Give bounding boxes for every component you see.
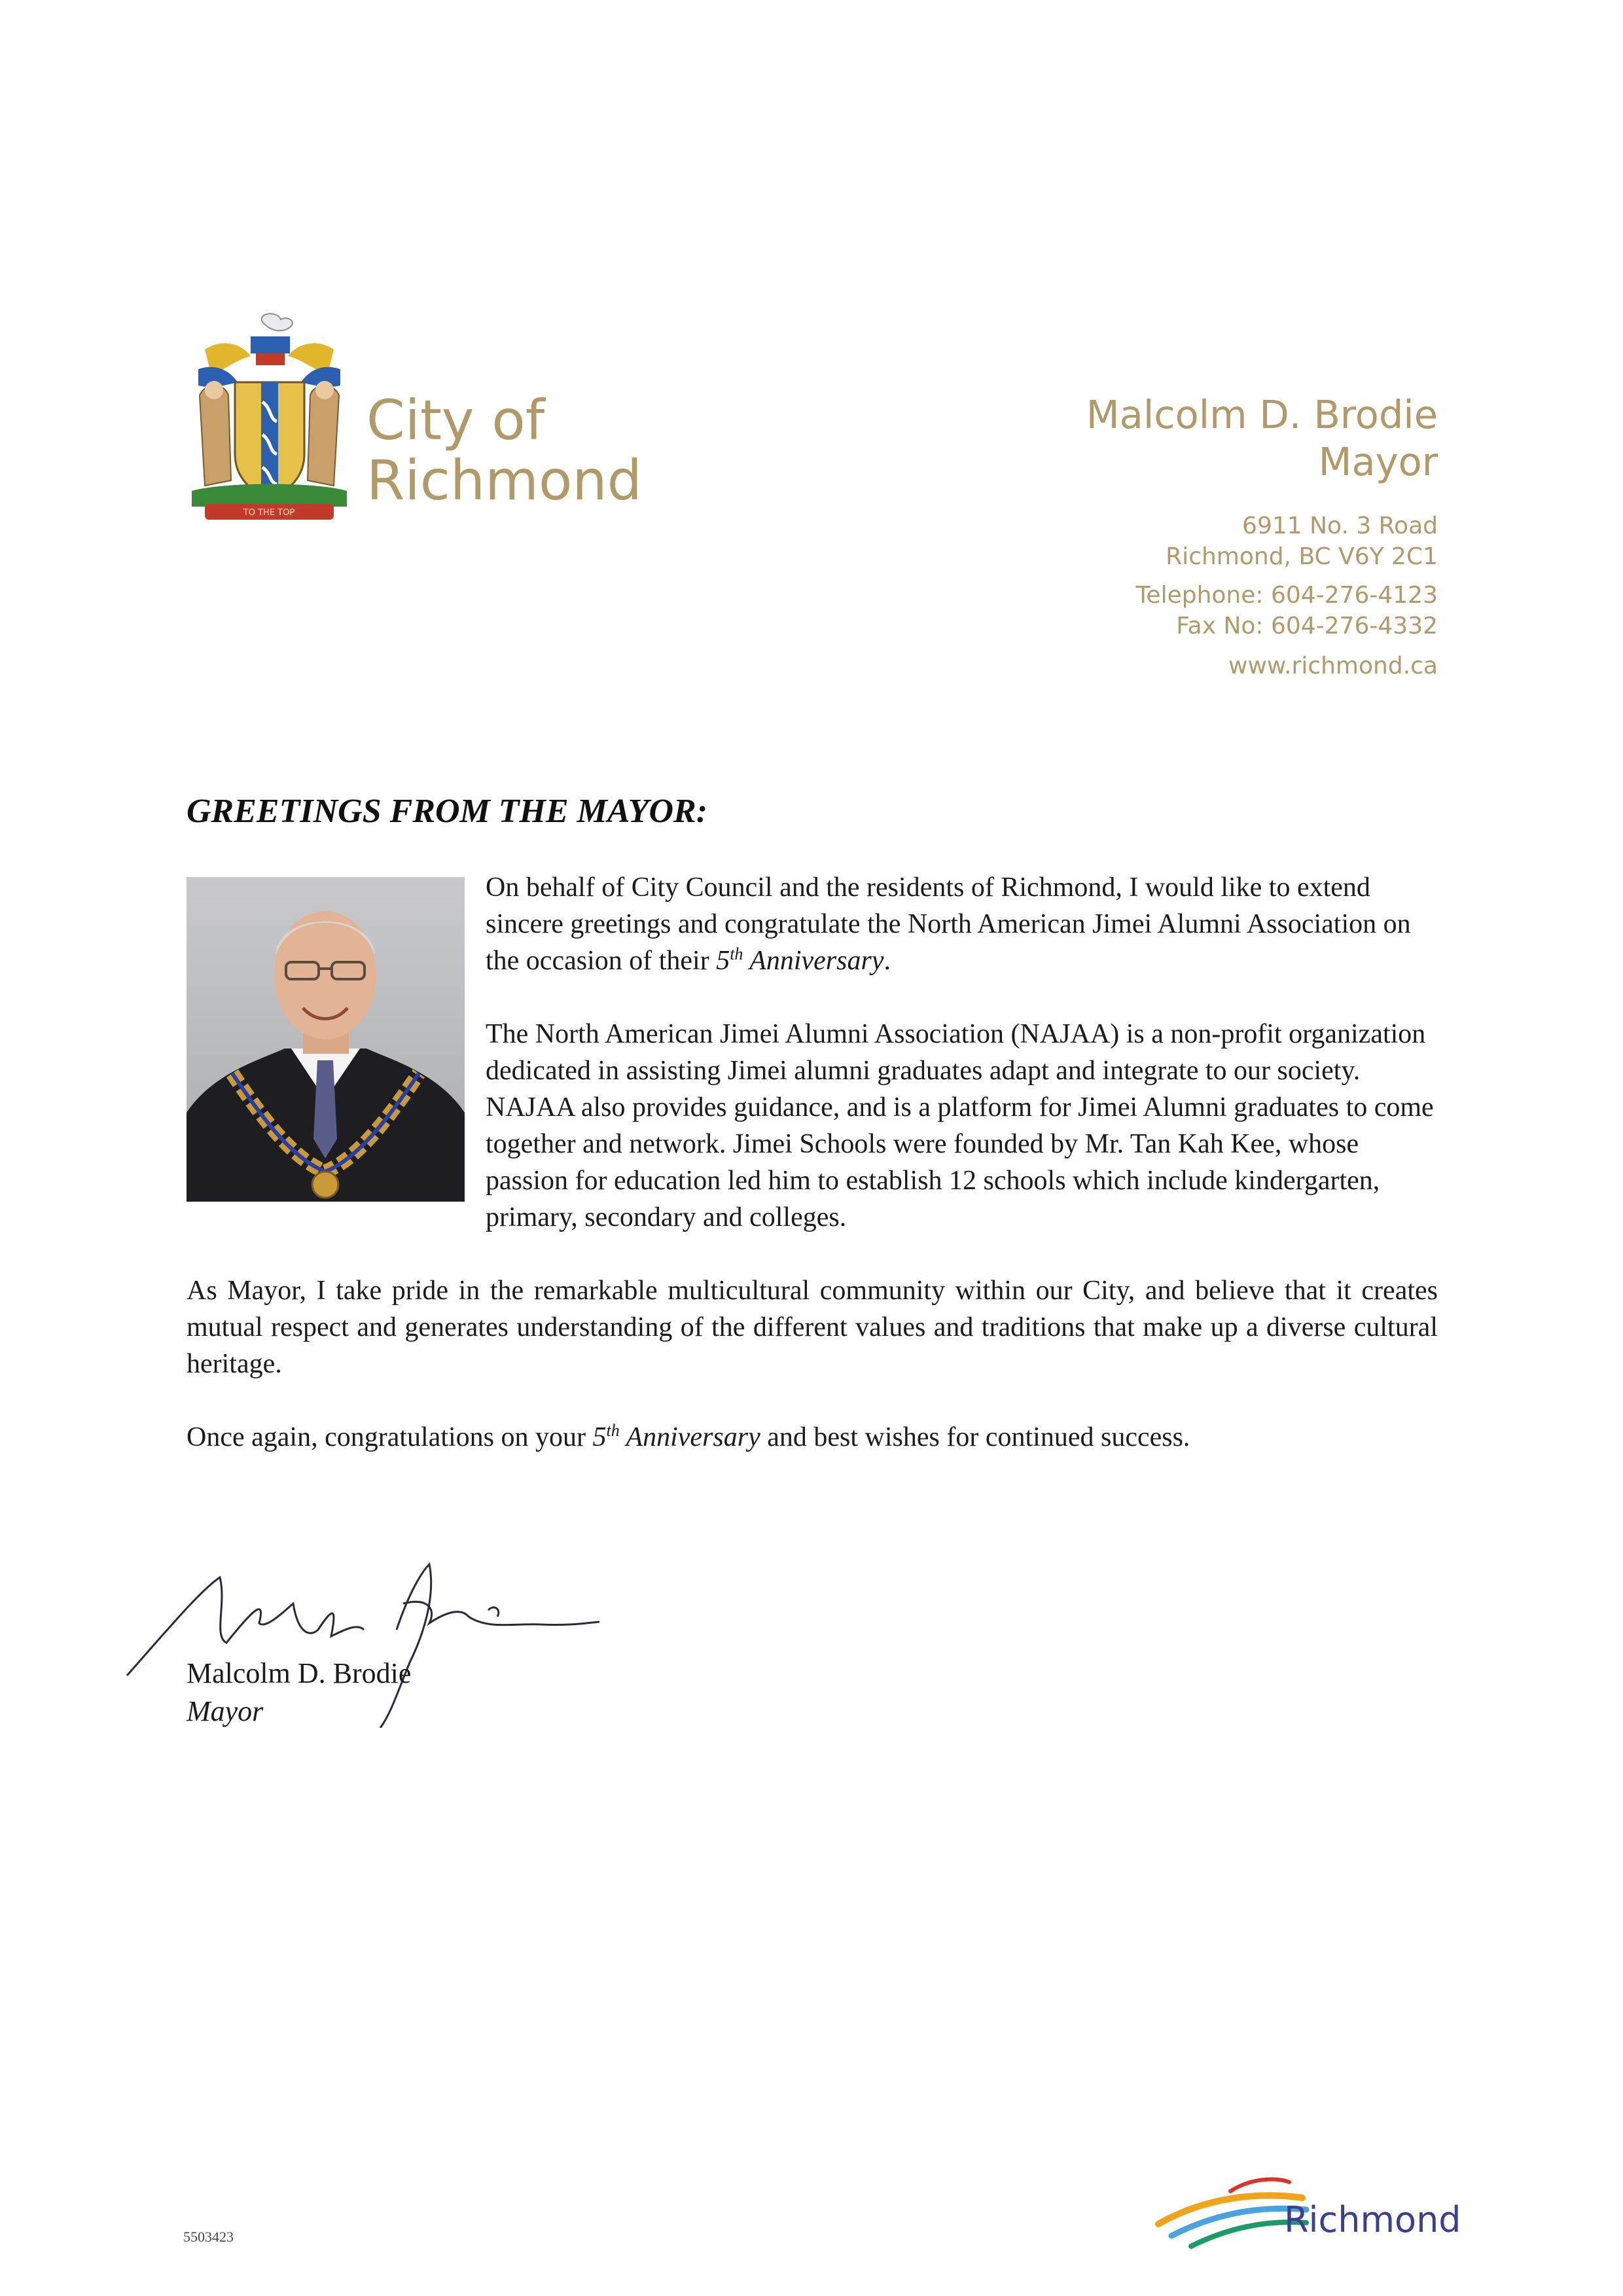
paragraph-1: On behalf of City Council and the residents of Richmond, I would like to extend sincere greetings and congratulate the North American Jimei Alumni Association on the occasion of their 5th Anniversary. <box>486 872 1411 976</box>
telephone: Telephone: 604-276-4123 <box>1135 582 1438 609</box>
signature-block <box>187 1655 411 1731</box>
letter-body <box>187 869 1438 1492</box>
mayor-name: Malcolm D. Brodie <box>1086 392 1438 437</box>
fax: Fax No: 604-276-4332 <box>1176 613 1438 639</box>
paragraph-2: The North American Jimei Alumni Association (NAJAA) is a non-profit organization dedicated in assisting Jimei alumni graduates adapt and integrate to our society. NAJAA also provides guidance, and is a platform for Jimei Alumni graduates to come together and network. Jimei Schools were founded by Mr. Tan Kah Kee, whose passion for education led him to establish 12 schools which include kindergarten, primary, secondary and colleges. <box>486 1019 1434 1232</box>
crest-motto: TO THE TOP <box>243 508 295 518</box>
city-name-line1: City of <box>366 388 545 452</box>
signer-title: Mayor <box>187 1695 264 1727</box>
address-line1: 6911 No. 3 Road <box>1242 512 1438 539</box>
signer-name: Malcolm D. Brodie <box>187 1657 412 1689</box>
address-line2: Richmond, BC V6Y 2C1 <box>1166 543 1438 570</box>
paragraph-3: As Mayor, I take pride in the remarkable multicultural community within our City, and believe that it creates mutual respect and generates understanding of the different values and traditions that make up a diverse cultural heritage. <box>187 1276 1438 1379</box>
footer-logo-word: Richmond <box>1284 2199 1461 2240</box>
paragraph-4: Once again, congratulations on your 5th Anniversary and best wishes for continued success. <box>187 1421 1190 1452</box>
city-crest-icon <box>185 310 353 526</box>
city-name-line2: Richmond <box>366 448 642 512</box>
address-block <box>1086 511 1438 641</box>
mayor-contact-block <box>1086 391 1438 681</box>
document-number: 5503423 <box>183 2229 234 2245</box>
website-link[interactable]: www.richmond.ca <box>1228 653 1438 679</box>
letter-heading: GREETINGS FROM THE MAYOR: <box>187 793 708 830</box>
mayor-title: Mayor <box>1318 439 1438 484</box>
city-name <box>366 390 642 511</box>
